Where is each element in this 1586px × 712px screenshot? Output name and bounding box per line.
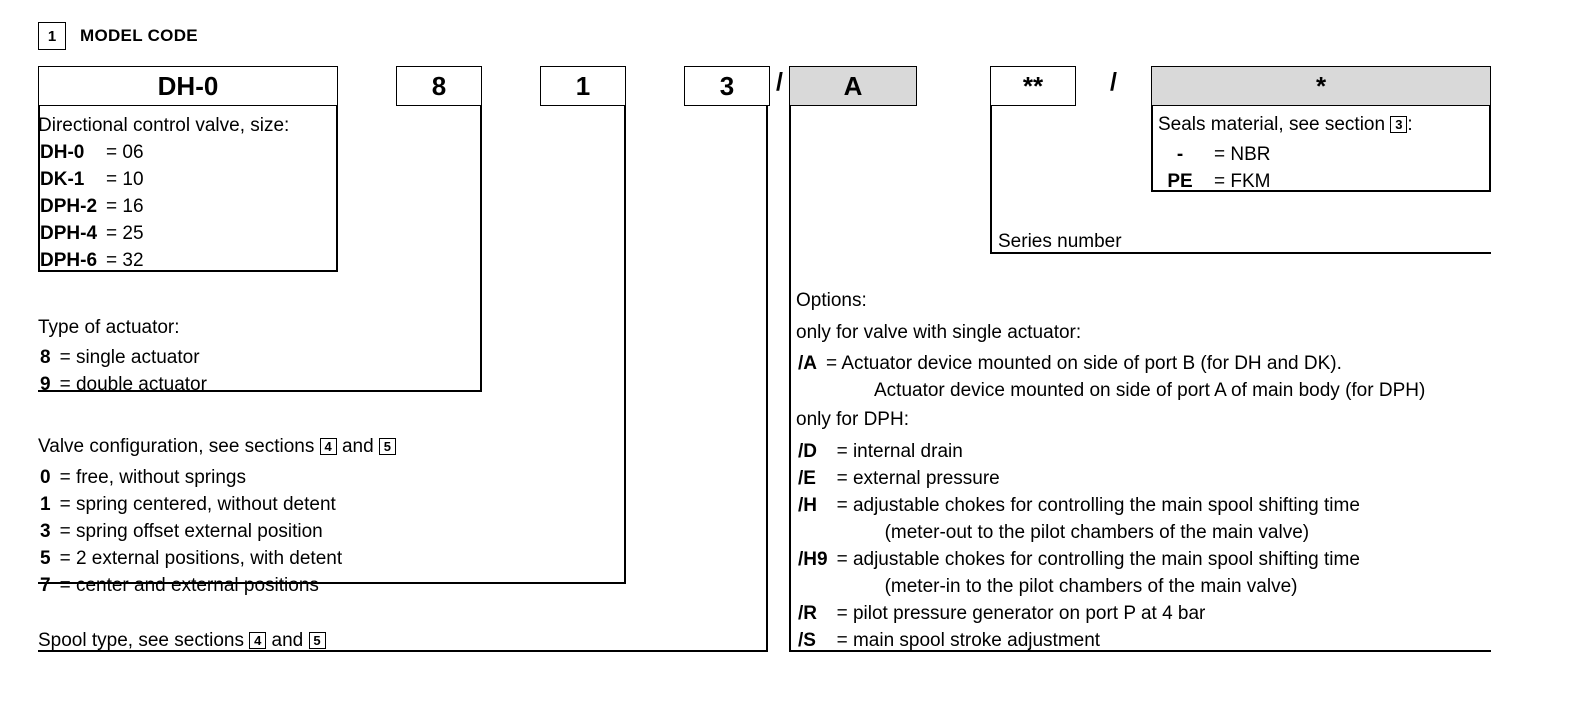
list-item: 0 = free, without springs — [40, 467, 246, 488]
code-box-configuration[interactable]: 1 — [540, 66, 626, 106]
list-item: DH-0 = 06 — [40, 142, 144, 163]
options-title: Options: — [796, 290, 867, 311]
seals-title-pre: Seals material, see section — [1158, 114, 1386, 135]
spool-title-pre: Spool type, see sections — [38, 630, 244, 651]
list-item: 1 = spring centered, without detent — [40, 494, 336, 515]
seals-box-left — [1151, 106, 1153, 192]
section-ref-5-icon: 5 — [379, 438, 396, 455]
list-item: 3 = spring offset external position — [40, 521, 323, 542]
options-single-subtitle: only for valve with single actuator: — [796, 322, 1082, 343]
actuator-list — [38, 343, 209, 399]
list-item: /A = Actuator device mounted on side of port B (for DH and DK). — [798, 353, 1342, 374]
list-item: PE = FKM — [1167, 171, 1271, 192]
list-item: DPH-6 = 32 — [40, 250, 144, 271]
list-item: /H9 = adjustable chokes for controlling the main spool shifting time — [798, 549, 1360, 570]
configuration-box-right — [624, 106, 626, 584]
code-box-series[interactable]: ** — [990, 66, 1076, 106]
page-title: MODEL CODE — [80, 26, 198, 45]
configuration-title-mid: and — [341, 436, 374, 457]
actuator-title: Type of actuator: — [38, 317, 180, 338]
section-number: 1 — [38, 22, 66, 50]
series-label: Series number — [998, 231, 1122, 252]
code-box-seals[interactable]: * — [1151, 66, 1491, 106]
valve-size-title: Directional control valve, size: — [38, 115, 290, 136]
seals-list — [1158, 140, 1273, 196]
list-item: /D = internal drain — [798, 441, 963, 462]
options-single-list — [796, 349, 1427, 405]
list-item: DPH-2 = 16 — [40, 196, 144, 217]
list-item: /H = adjustable chokes for controlling the main spool shifting time — [798, 495, 1360, 516]
configuration-list — [38, 463, 344, 600]
code-box-options[interactable]: A — [789, 66, 917, 106]
code-box-model[interactable]: DH-0 — [38, 66, 338, 106]
list-item: /E = external pressure — [798, 468, 1000, 489]
options-dph-list — [796, 437, 1362, 655]
spool-title-mid: and — [271, 630, 304, 651]
list-item: 9 = double actuator — [40, 374, 207, 395]
list-item: Actuator device mounted on side of port A of main body (for DPH) — [874, 380, 1426, 401]
list-item: (meter-out to the pilot chambers of the main valve) — [884, 522, 1310, 543]
section-header — [38, 22, 198, 50]
code-box-actuator[interactable]: 8 — [396, 66, 482, 106]
seals-title-post: : — [1407, 114, 1413, 135]
list-item: - = NBR — [1176, 144, 1271, 165]
list-item: 8 = single actuator — [40, 347, 200, 368]
actuator-box-right — [480, 106, 482, 392]
section-ref-4-icon: 4 — [320, 438, 337, 455]
section-ref-4-icon: 4 — [249, 632, 266, 649]
series-box-left — [990, 106, 992, 254]
section-ref-5-icon: 5 — [309, 632, 326, 649]
list-item: DK-1 = 10 — [40, 169, 144, 190]
list-item: 7 = center and external positions — [40, 575, 319, 596]
section-ref-3-icon: 3 — [1390, 116, 1407, 133]
options-box-left — [789, 106, 791, 652]
seals-title — [1158, 112, 1413, 137]
list-item: /R = pilot pressure generator on port P at 4 bar — [798, 603, 1206, 624]
list-item: (meter-in to the pilot chambers of the main valve) — [884, 576, 1298, 597]
seals-box-right — [1489, 106, 1491, 192]
spool-box-right — [766, 106, 768, 652]
list-item: DPH-4 = 25 — [40, 223, 144, 244]
options-dph-subtitle: only for DPH: — [796, 409, 909, 430]
valve-size-box-right — [336, 106, 338, 272]
list-item: /S = main spool stroke adjustment — [798, 630, 1101, 651]
configuration-title-pre: Valve configuration, see sections — [38, 436, 315, 457]
separator-slash-2: / — [1110, 68, 1117, 96]
configuration-title — [38, 434, 396, 459]
list-item: 5 = 2 external positions, with detent — [40, 548, 343, 569]
valve-size-list — [38, 138, 146, 275]
code-box-spool[interactable]: 3 — [684, 66, 770, 106]
separator-slash-1: / — [776, 68, 783, 96]
spool-title — [38, 628, 326, 653]
